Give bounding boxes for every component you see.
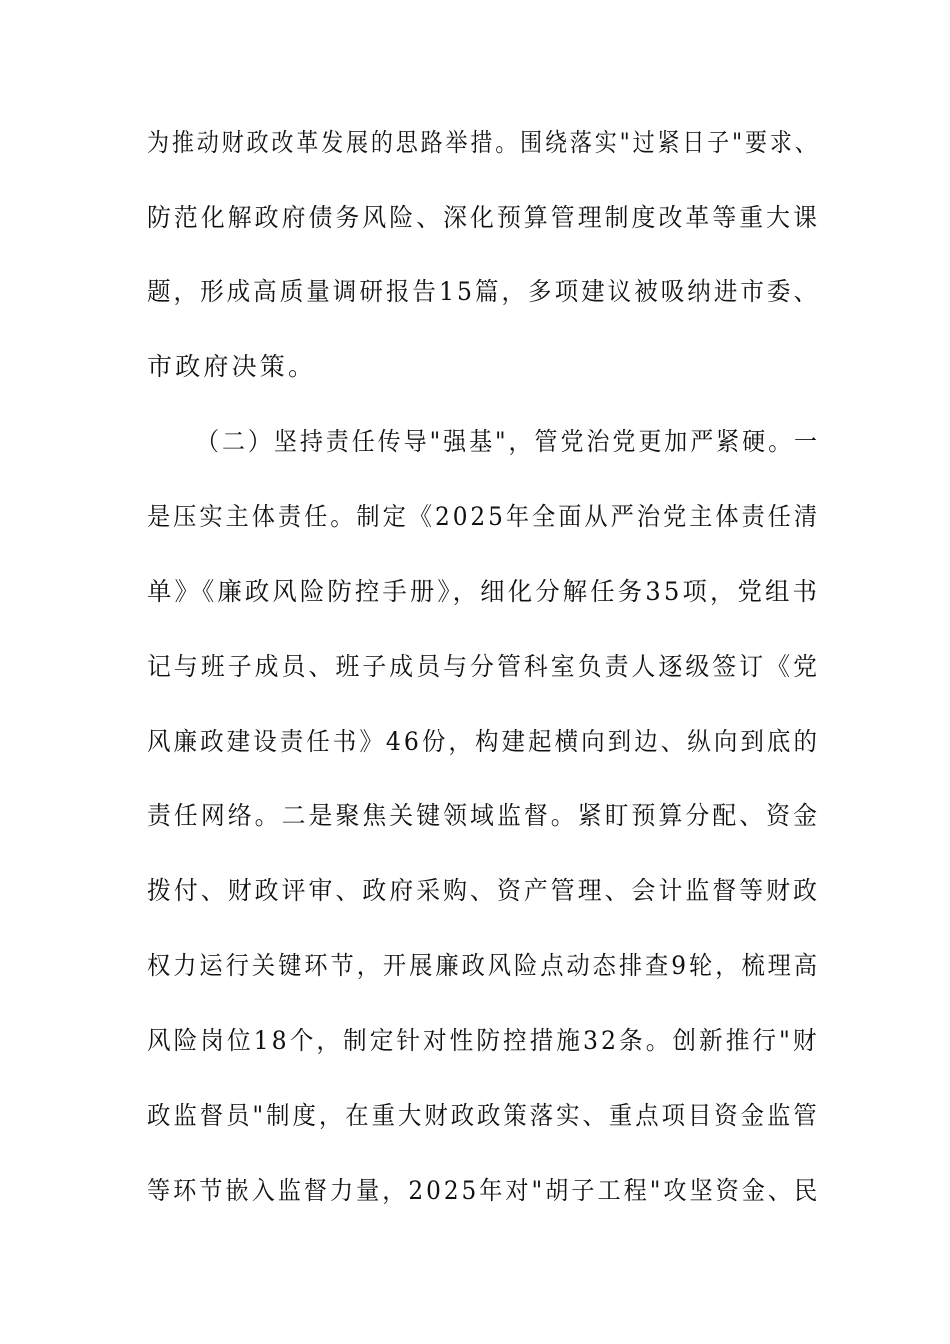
text-line-12: 权力运行关键环节，开展廉政风险点动态排查9轮，梳理高 <box>147 951 821 980</box>
text-line-11: 拨付、财政评审、政府采购、资产管理、会计监督等财政 <box>147 876 821 905</box>
text-line-5: （二）坚持责任传导"强基"，管党治党更加严紧硬。一 <box>196 427 821 456</box>
text-line-14: 政监督员"制度，在重大财政政策落实、重点项目资金监管 <box>147 1101 820 1130</box>
text-line-8: 记与班子成员、班子成员与分管科室负责人逐级签订《党 <box>147 652 821 681</box>
text-line-13: 风险岗位18个，制定针对性防控措施32条。创新推行"财 <box>147 1026 820 1055</box>
text-line-15: 等环节嵌入监督力量，2025年对"胡子工程"攻坚资金、民 <box>147 1176 821 1205</box>
text-line-7: 单》《廉政风险防控手册》，细化分解任务35项，党组书 <box>147 577 821 606</box>
text-line-6: 是压实主体责任。制定《2025年全面从严治党主体责任清 <box>147 502 821 531</box>
text-line-9: 风廉政建设责任书》46份，构建起横向到边、纵向到底的 <box>147 727 821 756</box>
text-line-1: 为推动财政改革发展的思路举措。围绕落实"过紧日子"要求、 <box>147 128 820 157</box>
text-line-2: 防范化解政府债务风险、深化预算管理制度改革等重大课 <box>147 203 821 232</box>
text-line-4: 市政府决策。 <box>147 352 317 381</box>
text-line-3: 题，形成高质量调研报告15篇，多项建议被吸纳进市委、 <box>147 277 821 306</box>
text-line-10: 责任网络。二是聚焦关键领域监督。紧盯预算分配、资金 <box>147 801 821 830</box>
